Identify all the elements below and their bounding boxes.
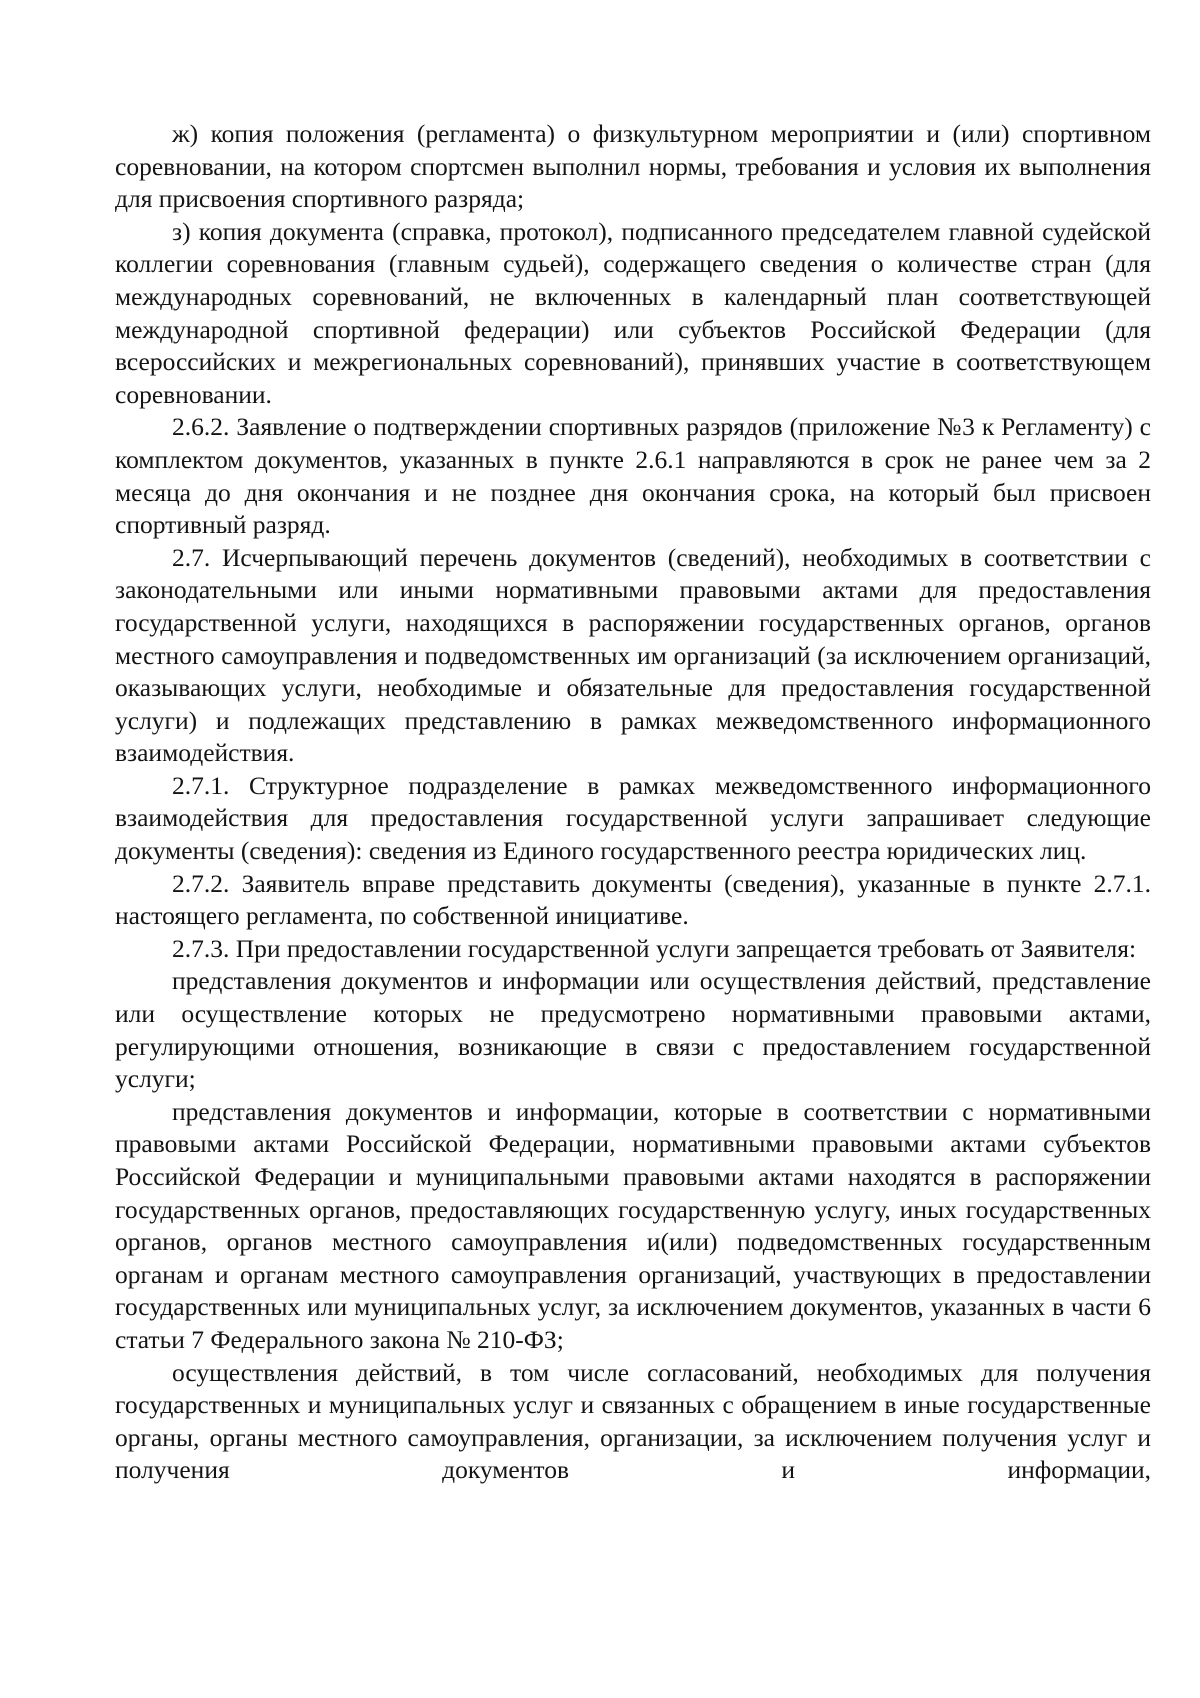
paragraph-2-7: 2.7. Исчерпывающий перечень документов (сведений), необходимых в соответствии с законодательными или иными нормативными правовыми актами для предоставления государственной услуги, находящихся в распоряжении государственных органов, органов местного самоуправления и подведомственных им организаций (за исключением организаций, оказывающих услуги, необходимые и обязательные для предоставления государственной услуги) и подлежащих представлению в рамках межведомственного информационного взаимодействия. — [115, 542, 1151, 768]
paragraph-prohibition-1: представления документов и информации или осуществления действий, представление или осуществление которых не предусмотрено нормативными правовыми актами, регулирующими отношения, возникающие в связи с предоставлением государственной услуги; — [115, 966, 1151, 1094]
paragraph-prohibition-2: представления документов и информации, которые в соответствии с нормативными правовыми актами Российской Федерации, нормативными правовыми актами субъектов Российской Федерации и муниципальными правовыми актами находятся в распоряжении государственных органов, предоставляющих государственную услугу, иных государственных органов, органов местного самоуправления и(или) подведомственных государственным органам и органам местного самоуправления организаций, участвующих в предоставлении государственных или муниципальных услуг, за исключением документов, указанных в части 6 статьи 7 Федерального закона № 210-ФЗ; — [115, 1096, 1151, 1354]
paragraph-item-zh: ж) копия положения (регламента) о физкультурном мероприятии и (или) спортивном соревновании, на котором спортсмен выполнил нормы, требования и условия их выполнения для присвоения спортивного разряда; — [115, 119, 1151, 214]
paragraph-item-z: з) копия документа (справка, протокол), подписанного председателем главной судейской коллегии соревнования (главным судьей), содержащего сведения о количестве стран (для международных соревнований, не включенных в календарный план соответствующей международной спортивной федерации) или субъектов Российской Федерации (для всероссийских и межрегиональных соревнований), принявших участие в соответствующем соревновании. — [115, 216, 1151, 409]
paragraph-2-7-1: 2.7.1. Структурное подразделение в рамках межведомственного информационного взаимодействия для предоставления государственной услуги запрашивает следующие документы (сведения): сведения из Единого государственного реестра юридических лиц. — [115, 770, 1151, 866]
paragraph-prohibition-3: осуществления действий, в том числе согласований, необходимых для получения государственных и муниципальных услуг и связанных с обращением в иные государственные органы, органы местного самоуправления, организации, за исключением получения услуг и получения документов и информации, — [115, 1357, 1151, 1485]
paragraph-2-7-3: 2.7.3. При предоставлении государственной услуги запрещается требовать от Заявителя: — [172, 933, 1137, 963]
document-page — [115, 118, 1151, 1487]
paragraph-2-7-2: 2.7.2. Заявитель вправе представить документы (сведения), указанные в пункте 2.7.1. настоящего регламента, по собственной инициативе. — [115, 868, 1151, 931]
paragraph-2-6-2: 2.6.2. Заявление о подтверждении спортивных разрядов (приложение №3 к Регламенту) с комплектом документов, указанных в пункте 2.6.1 направляются в срок не ранее чем за 2 месяца до дня окончания и не позднее дня окончания срока, на который был присвоен спортивный разряд. — [115, 412, 1151, 540]
